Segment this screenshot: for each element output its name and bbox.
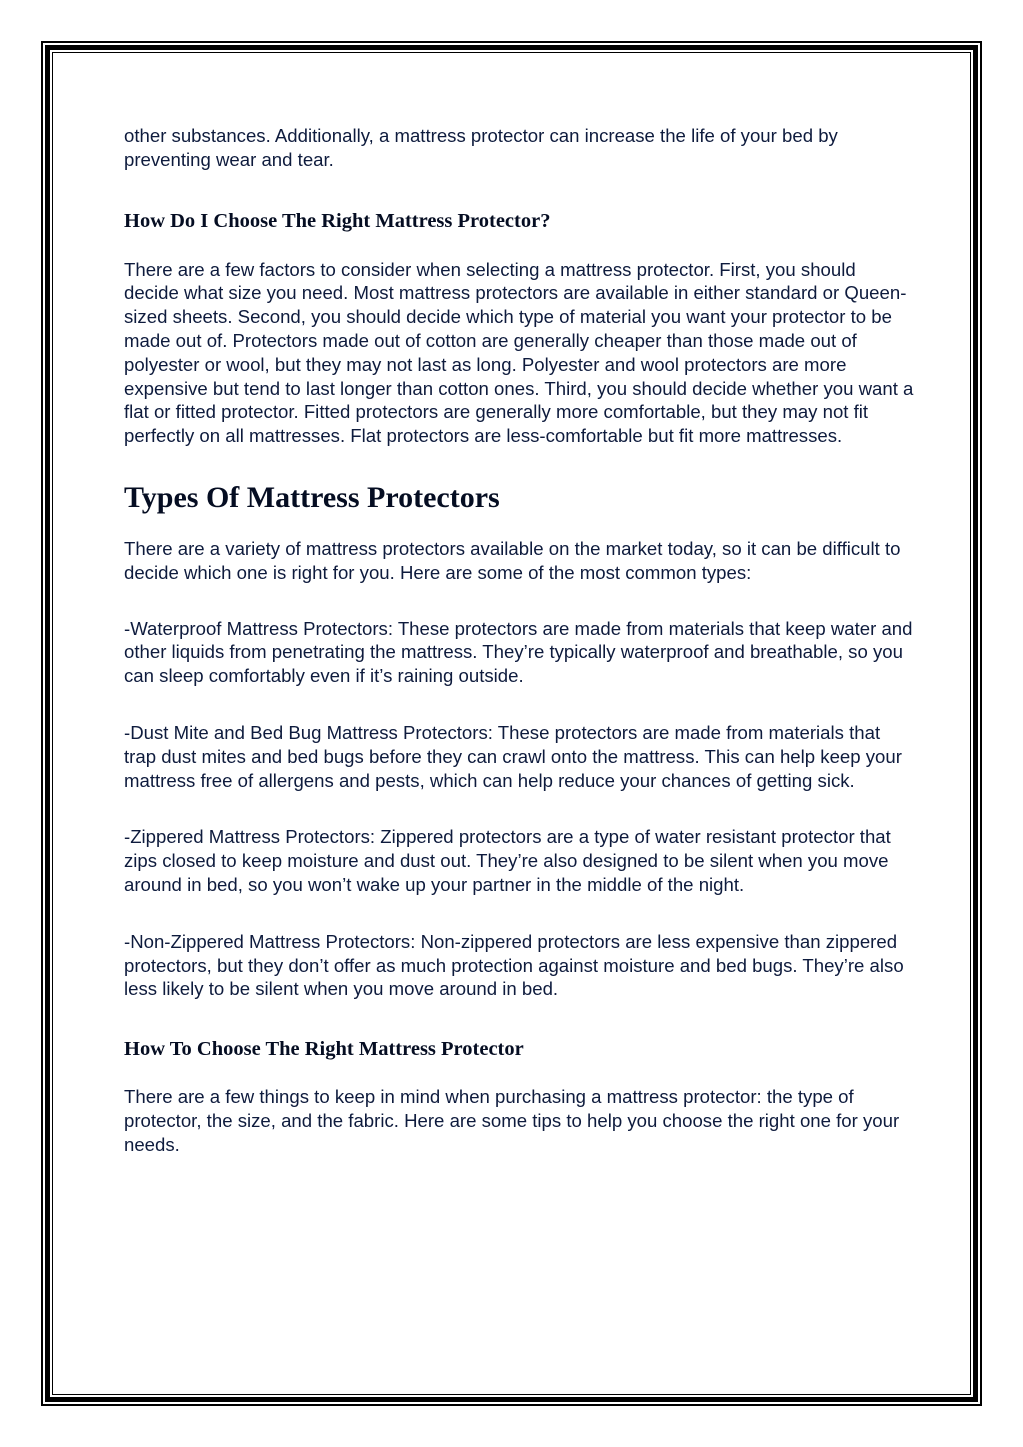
intro-paragraph: other substances. Additionally, a mattress protector can increase the life of your bed by preventing wear and tear. [124,125,838,170]
section-heading-how-to-choose: How To Choose The Right Mattress Protector [124,1038,524,1061]
list-item: -Non-Zippered Mattress Protectors: Non-zippered protectors are less expensive than zippered protectors, but they don’t offer as much protection against moisture and bed bugs. They’re also less likely to be silent when you move around in bed. [124,930,904,1000]
section-heading-choose: How Do I Choose The Right Mattress Protector? [124,209,551,232]
section-heading-types: Types Of Mattress Protectors [124,480,500,514]
list-item: -Dust Mite and Bed Bug Mattress Protectors: These protectors are made from materials that trap dust mites and bed bugs before they can crawl onto the mattress. This can help keep your mattress free of allergens and pests, which can help reduce your chances of getting sick. [124,721,902,791]
how-to-choose-paragraph: There are a few things to keep in mind when purchasing a mattress protector: the type of protector, the size, and the fabric. Here are some tips to help you choose the right one for your needs. [124,1086,900,1155]
list-item: -Zippered Mattress Protectors: Zippered protectors are a type of water resistant protector that zips closed to keep moisture and dust out. They’re also designed to be silent when you move around in bed, so you won’t wake up your partner in the middle of the night. [124,826,891,895]
list-item: -Waterproof Mattress Protectors: These protectors are made from materials that keep water and other liquids from penetrating the mattress. They’re typically waterproof and breathable, so you can sleep comfortably even if it’s raining outside. [124,617,913,687]
types-intro-paragraph: There are a variety of mattress protectors available on the market today, so it can be difficult to decide which one is right for you. Here are some of the most common types: [124,537,901,583]
document-content [124,124,914,1157]
choose-paragraph: There are a few factors to consider when selecting a mattress protector. First, you should decide what size you need. Most mattress protectors are available in either standard or Queen-sized sheets. Second, you should decide which type of material you want your protector to be made out of. Protectors made out of cotton are generally cheaper than those made out of polyester or wool, but they may not last as long. Polyester and wool protectors are more expensive but tend to last longer than cotton ones. Third, you should decide whether you want a flat or fitted protector. Fitted protectors are generally more comfortable, but they may not fit perfectly on all mattresses. Flat protectors are less-comfortable but fit more mattresses. [124,258,914,447]
